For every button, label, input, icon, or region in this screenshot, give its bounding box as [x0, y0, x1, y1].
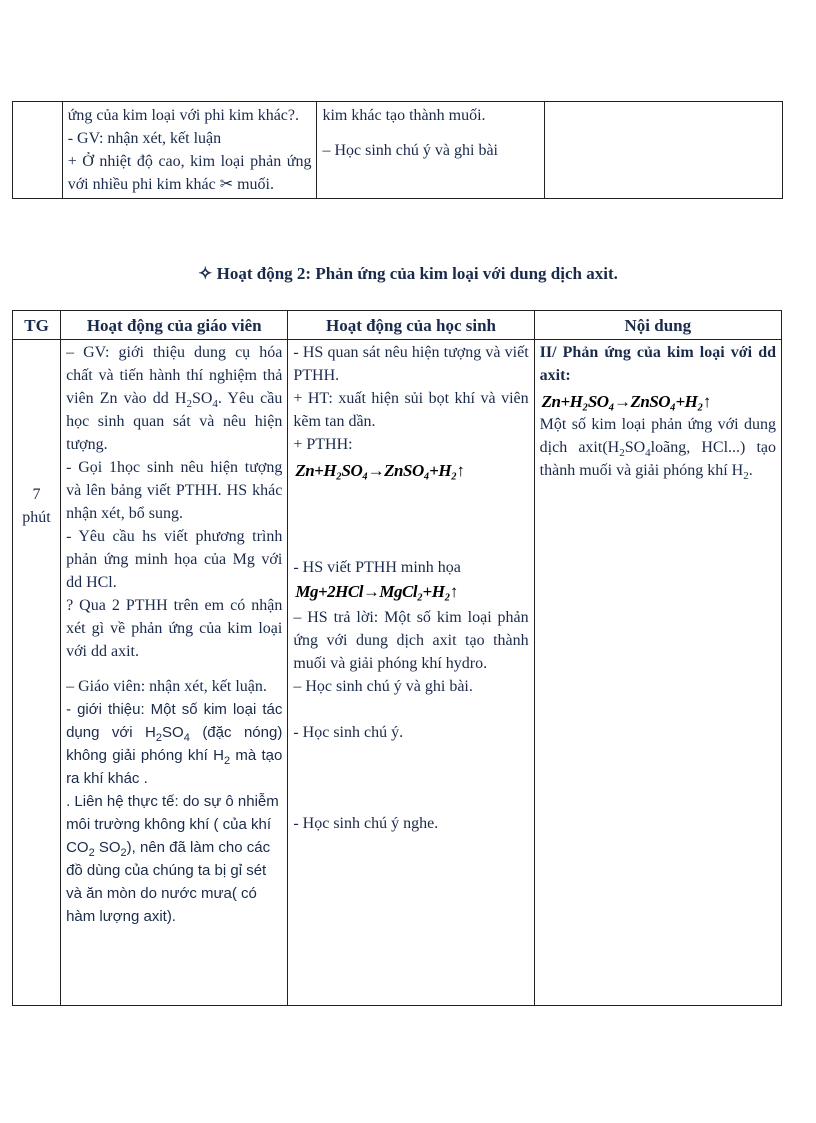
- student-paragraph: + PTHH:: [293, 436, 353, 453]
- teacher-activity-cell: [62, 102, 317, 199]
- section-heading: ✧ Hoạt động 2: Phản ứng của kim loại với dung dịch axit.: [198, 264, 618, 283]
- teacher-paragraph: – Giáo viên: nhận xét, kết luận.: [66, 678, 267, 695]
- student-line: – Học sinh chú ý và ghi bài: [322, 142, 498, 159]
- content-text: Một số kim loại phản ứng với dung dịch $axit(H_2SO_4loãng$, HCl...) tạo thành muối và giải phóng khí $H_2$.: [539, 416, 777, 483]
- activity-table: [12, 310, 782, 1006]
- content-cell: [545, 102, 783, 199]
- equation-content: Zn+H₂SO₄→ZnSO₄+H₂↑: [541, 392, 711, 411]
- student-paragraph: + HT: xuất hiện sủi bọt khí và viên kẽm tan dần.: [293, 390, 529, 430]
- teacher-paragraph: - Yêu cầu hs viết phương trình phản ứng minh họa của Mg với dd HCl.: [66, 528, 283, 591]
- header-student: Hoạt động của học sinh: [288, 311, 534, 340]
- equation-mg: Mg+2HCl→MgCl₂+H₂↑: [295, 582, 458, 601]
- equation-zn: Zn+H₂SO₄→ZnSO₄+H₂↑: [295, 461, 465, 480]
- student-activity-cell: [317, 102, 545, 199]
- student-paragraph: - Học sinh chú ý.: [293, 724, 404, 741]
- time-value: 7: [32, 485, 41, 503]
- teacher-paragraph: ? Qua 2 PTHH trên em có nhận xét gì về phản ứng của kim loại với dd axit.: [66, 597, 283, 660]
- student-paragraph: - Học sinh chú ý nghe.: [293, 815, 439, 832]
- student-activity-cell: [288, 340, 534, 1006]
- continued-table: [12, 101, 783, 199]
- teacher-activity-cell: [61, 340, 288, 1006]
- teacher-paragraph: . Liên hệ thực tế: do sự ô nhiễm môi trường không khí ( của khí $CO_2$ $SO_2$), nên đã làm cho các đồ dùng của chúng ta bị gỉ sét và ăn mòn do nước mưa( có hàm lượng axit).: [66, 793, 279, 925]
- time-cell: [13, 340, 61, 1006]
- content-title: II/ Phản ứng của kim loại với dd axit:: [539, 344, 776, 384]
- student-paragraph: - HS quan sát nêu hiện tượng và viết PTHH.: [293, 344, 529, 384]
- teacher-line: ứng của kim loại với phi kim khác?.: [67, 107, 300, 124]
- student-paragraph: – Học sinh chú ý và ghi bài.: [293, 678, 473, 695]
- student-paragraph: - HS viết PTHH minh họa: [293, 559, 461, 576]
- teacher-paragraph: – GV: giới thiệu dung cụ hóa chất và tiến hành thí nghiệm thả viên Zn vào dd $H_2SO_4$. Yêu cầu học sinh quan sát và nêu hiện tượng.: [66, 344, 283, 453]
- header-teacher: Hoạt động của giáo viên: [61, 311, 288, 340]
- header-content: Nội dung: [534, 311, 781, 340]
- teacher-paragraph: - giới thiệu: Một số kim loại tác dụng với $H_2SO_4$ (đặc nóng) không giải phóng khí $H_2$ mà tạo ra khí khác .: [66, 701, 283, 787]
- student-line: kim khác tạo thành muối.: [322, 107, 486, 124]
- time-cell: [13, 102, 63, 199]
- teacher-line: - GV: nhận xét, kết luận: [67, 130, 222, 147]
- header-tg: TG: [13, 311, 61, 340]
- teacher-paragraph: - Gọi 1học sinh nêu hiện tượng và lên bảng viết PTHH. HS khác nhận xét, bổ sung.: [66, 459, 283, 522]
- student-paragraph: – HS trả lời: Một số kim loại phản ứng với dung dịch axit tạo thành muối và giải phóng khí hydro.: [293, 609, 529, 672]
- time-unit: phút: [22, 508, 51, 526]
- teacher-line: + Ở nhiệt độ cao, kim loại phản ứng với nhiều phi kim khác ✂ muối.: [67, 153, 312, 193]
- content-cell: [534, 340, 781, 1006]
